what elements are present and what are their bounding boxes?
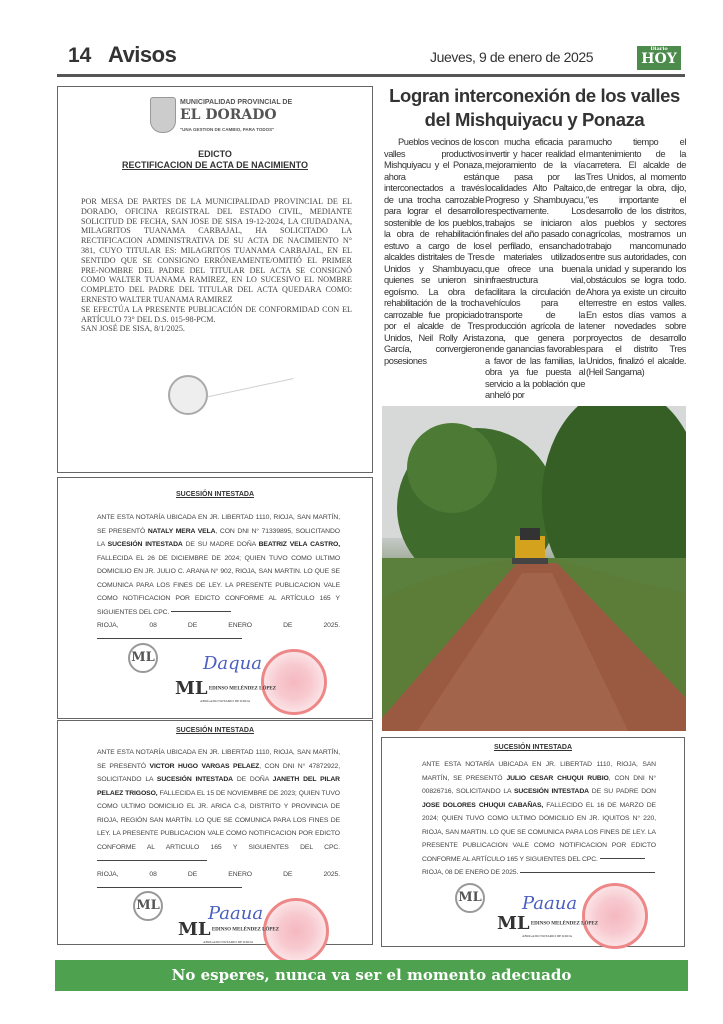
issue-date: Jueves, 9 de enero de 2025 [430,49,594,65]
edicto-body [81,197,352,334]
signature: Paaua [208,903,264,924]
notice-title: SUCESIÓN INTESTADA [175,491,255,498]
newspaper-logo [637,46,681,70]
notice-date: RIOJA, 08 DE ENERO DE 2025. [422,869,519,876]
notice-body: ANTE ESTA NOTARÍA UBICADA EN JR. LIBERTAD 1110, RIOJA, SAN MARTÍN, SE PRESENTÓ JULIO CESAR CHUQUI RUBIO, CON DNI N° 00826716, SOLICITANDO LA SUCESIÓN INTESTADA DE SU PADRE DON JOSE DOLORES CHUQUI CABAÑAS, FALLECIDO EL 16 DE MARZO DE 2024; QUIEN TUVO COMO ULTIMO DOMICILIO EN JR. IQUITOS N° 220, RIOJA, SAN MARTIN. LO QUE SE COMUNICA PARA LOS FINES DE LEY. LA PRESENTE PUBLICACION VALE COMO NOTIFICACION POR EDICTO CONFORME AL ARTÍCULO 165 Y SIGUIENTES DEL CPC. RIOJA, 08 DE ENERO DE 2025. [422,761,656,876]
signature: Paaua [522,893,578,914]
logo-big-text: HOY [641,51,677,67]
crest-icon [150,97,176,133]
page-number: 14 [68,44,92,67]
section-title: Avisos [108,42,177,67]
notice-body: ANTE ESTA NOTARÍA UBICADA EN JR. LIBERTAD 1110, RIOJA, SAN MARTÍN, SE PRESENTÓ NATALY MERA VELA, CON DNI N° 71339895, SOLICITANDO LA SUCESIÓN INTESTADA DE SU MADRE DOÑA BEATRIZ VELA CASTRO, FALLECIDA EL 26 DE DICIEMBRE DE 2024; QUIEN TUVO COMO ULTIMO DOMICILIO EN JR. JULIO C. ARANA N° 902, RIOJA, SAN MARTIN. LO QUE SE COMUNICA PARA LOS FINES DE LEY. LA PRESENTE PUBLICACION VALE COMO NOTIFICACION POR EDICTO CONFORME AL ARTÍCULO 165 Y SIGUIENTES DEL CPC. RIOJA, 08 DE ENERO DE 2025. [97,511,340,646]
notice-title: SUCESIÓN INTESTADA [175,727,255,734]
edicto-paragraph-2: SE EFECTÚA LA PRESENTE PUBLICACIÓN DE CONFORMIDAD CON EL ARTÍCULO 73° DEL D.S. 015-98-PCM. [81,304,352,324]
article-headline: Logran interconexión de los valles del Mishquiyacu y Ponaza [389,85,680,130]
notary-signature-block: ML EDINSO MELÉNDEZ LÓPEZ ABOGADO NOTARIO DE RIOJA [497,913,599,938]
edicto-notice [57,86,373,473]
municipality-logo [150,97,293,137]
org-slogan: "UNA GESTION DE CAMBIO, PARA TODOS" [180,127,275,132]
org-line1: MUNICIPALIDAD PROVINCIAL DE [180,99,293,106]
signature-mark [205,378,300,430]
notary-signature-block: ML EDINSO MELÉNDEZ LÓPEZ ABOGADO NOTARIO DE RIOJA [175,678,277,703]
notice-body: ANTE ESTA NOTARÍA UBICADA EN JR. LIBERTAD 1110, RIOJA, SAN MARTÍN, SE PRESENTÓ VICTOR HUGO VARGAS PELAEZ, CON DNI N° 47872922, SOLICITANDO LA SUCESIÓN INTESTADA DE DOÑA JANETH DEL PILAR PELAEZ TRIGOSO, FALLECIDA EL 15 DE NOVIEMBRE DE 2023; QUIEN TUVO COMO ULTIMO DOMICILIO EL JR. ARICA C-8, DISTRITO Y PROVINCIA DE RIOJA, REGIÓN SAN MARTÍN. LO QUE SE COMUNICA PARA LOS FINES DE LEY. LA PRESENTE PUBLICACION VALE COMO NOTIFICACION POR EDICTO CONFORME AL ARTICULO 165 Y SIGUIENTES DEL CPC. RIOJA, 08 DE ENERO DE 2025. [97,746,340,895]
article-column-3: mucho tiempo el mantenimiento de la carretera. El alcalde de Tres Unidos, al momento de entregar la obra, dijo, "es importante el desarrollo de los distritos, los pueblos y sectores agrícolas, mostramos un trabajo mancomunado entre sus autoridades, con la unidad y superando los obstáculos se logra todo. Ahora ya existe un circuito terrestre en estos valles. En estos días vamos a tener novedades sobre proyectos de desarrollo para el distrito Tres Unidos, finalizó el alcalde. (Heil Sangama) [586,137,686,377]
notice-date: RIOJA, 08 DE ENERO DE 2025. [97,870,340,878]
notice-date: RIOJA, 08 DE ENERO DE 2025. [97,622,340,629]
edicto-title: EDICTO [198,149,232,159]
article-photo-road-with-grader [382,406,686,731]
org-line2: EL DORADO [180,107,277,123]
edicto-paragraph: POR MESA DE PARTES DE LA MUNICIPALIDAD PROVINCIAL DE EL DORADO, OFICINA REGISTRAL DEL ESTADO CIVIL, MEDIANTE SOLICITUD DE FECHA, SAN JOSE DE SISA 19-12-2024, LA CIUDADANA, MILAGRITOS TUANAMA CARBAJAL, HA SOLICITADO LA RECTIFICACION ADMINISTRATIVA DE SU ACTA DE NACIMIENTO N° 381, CUYO TITULAR ES: MILAGRITOS TUANAMA CARBAJAL, EN EL SENTIDO QUE SE CONSIGNO ERRÓNEAMENTE/OMITIÓ EL PRIMER PRE-NOMBRE DEL PADRE DEL TITULAR DEL ACTA SE CONSIGNÓ COMO WALTER TUANAMA RAMIREZ, EN LO SUCESIVO EL NOMBRE COMPLETO DEL PADRE DEL TITULAR DEL ACTA QUEDARA COMO: ERNESTO WALTER TUANAMA RAMIREZ [81,197,352,304]
signature: Daqua [203,653,263,674]
edicto-place-date: SAN JOSÉ DE SISA, 8/1/2025. [81,324,185,334]
logo-small-text: Diario [650,46,668,52]
notary-seal: ML [128,643,158,673]
notary-signature-block: ML EDINSO MELÉNDEZ LÓPEZ ABOGADO NOTARIO DE RIOJA [178,919,280,944]
notice-1 [57,477,373,719]
edicto-subtitle: RECTIFICACION DE ACTA DE NACIMIENTO [122,160,308,170]
bottom-banner: No esperes, nunca va ser el momento adecuado [55,960,688,991]
header-rule [57,74,685,77]
article-column-2: con mucha eficacia para invertir y hacer realidad el mejoramiento de la vía que pasa por las localidades Alto Paltaico, Progreso y Shambuyacu, respectivamente. Los trabajos se iniciaron a finales del año pasado con el perfilado, ensanchado de materiales utilizados que ofrece una buena infraestructura vial, facilitara la circulación de vehículos para el transporte de la producción agrícola de la zona, que genera por ende ganancias favorables a favor de las familias, la obra ya fue puesta al servicio a la población que anheló por [485,137,585,400]
notice-3 [381,737,685,947]
registry-stamp [168,375,208,415]
notice-2 [57,720,373,945]
article-column-1: Pueblos vecinos de los valles productivos Mishquiyacu y el Ponaza, ahora están interconectados a través de una trocha carrozable para lograr el desarrollo sostenible de los pueblos, la obra de rehabilitación estuvo a cargo de los alcaldes distritales de Tres Unidos y Shambuyacu, quienes se unieron sin egoísmo. La obra de rehabilitación de la trocha carrozable fue propiciado por el alcalde de Tres Unidos, Neil Rolly Arista García, convergieron posesiones [384,137,484,366]
notary-seal: ML [133,891,163,921]
notary-seal: ML [455,883,485,913]
notice-title: SUCESIÓN INTESTADA [493,744,573,751]
